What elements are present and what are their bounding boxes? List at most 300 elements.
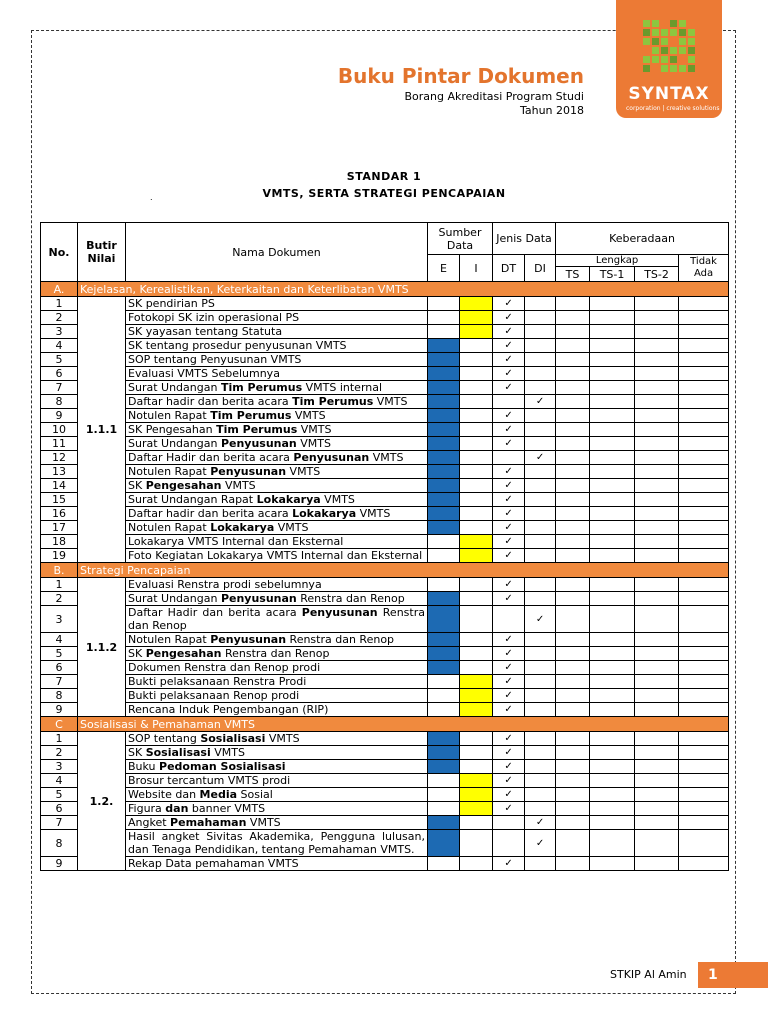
exists-ts bbox=[556, 409, 590, 423]
type-dt: ✓ bbox=[493, 465, 525, 479]
type-di bbox=[525, 857, 556, 871]
exists-ts2 bbox=[635, 647, 679, 661]
type-di bbox=[525, 339, 556, 353]
exists-ts bbox=[556, 774, 590, 788]
row-number: 2 bbox=[41, 746, 78, 760]
exists-ts bbox=[556, 633, 590, 647]
type-dt: ✓ bbox=[493, 325, 525, 339]
table-row bbox=[41, 788, 729, 802]
exists-ts1 bbox=[590, 339, 635, 353]
exists-ts1 bbox=[590, 507, 635, 521]
table-row bbox=[41, 703, 729, 717]
source-i bbox=[460, 788, 493, 802]
type-dt: ✓ bbox=[493, 578, 525, 592]
type-di bbox=[525, 760, 556, 774]
source-e bbox=[428, 689, 460, 703]
section-header bbox=[41, 717, 729, 732]
source-i bbox=[460, 816, 493, 830]
type-di bbox=[525, 578, 556, 592]
type-di bbox=[525, 633, 556, 647]
exists-ts2 bbox=[635, 802, 679, 816]
exists-ts2 bbox=[635, 578, 679, 592]
type-dt: ✓ bbox=[493, 437, 525, 451]
source-i bbox=[460, 521, 493, 535]
not-exists bbox=[679, 493, 729, 507]
table-row bbox=[41, 535, 729, 549]
source-e bbox=[428, 788, 460, 802]
exists-ts1 bbox=[590, 353, 635, 367]
exists-ts bbox=[556, 507, 590, 521]
not-exists bbox=[679, 479, 729, 493]
type-dt: ✓ bbox=[493, 507, 525, 521]
source-i bbox=[460, 633, 493, 647]
row-number: 7 bbox=[41, 816, 78, 830]
exists-ts1 bbox=[590, 381, 635, 395]
document-name: Fotokopi SK izin operasional PS bbox=[126, 311, 428, 325]
exists-ts1 bbox=[590, 493, 635, 507]
exists-ts1 bbox=[590, 297, 635, 311]
row-number: 17 bbox=[41, 521, 78, 535]
table-row bbox=[41, 578, 729, 592]
source-e bbox=[428, 493, 460, 507]
type-dt: ✓ bbox=[493, 521, 525, 535]
not-exists bbox=[679, 423, 729, 437]
type-di bbox=[525, 479, 556, 493]
source-i bbox=[460, 774, 493, 788]
document-name: Daftar hadir dan berita acara Tim Perumus VMTS bbox=[126, 395, 428, 409]
table-row bbox=[41, 633, 729, 647]
exists-ts2 bbox=[635, 493, 679, 507]
source-i bbox=[460, 592, 493, 606]
table-row bbox=[41, 311, 729, 325]
row-number: 7 bbox=[41, 675, 78, 689]
butir-nilai: 1.1.1 bbox=[78, 297, 126, 563]
source-i bbox=[460, 465, 493, 479]
table-row bbox=[41, 339, 729, 353]
not-exists bbox=[679, 830, 729, 857]
source-i bbox=[460, 367, 493, 381]
source-i bbox=[460, 451, 493, 465]
stray-dot: . bbox=[150, 193, 153, 202]
exists-ts1 bbox=[590, 325, 635, 339]
exists-ts1 bbox=[590, 578, 635, 592]
exists-ts bbox=[556, 703, 590, 717]
section-title: Kejelasan, Kerealistikan, Keterkaitan dan Keterlibatan VMTS bbox=[78, 282, 729, 297]
exists-ts1 bbox=[590, 647, 635, 661]
row-number: 9 bbox=[41, 857, 78, 871]
table-row bbox=[41, 760, 729, 774]
section-title: Strategi Pencapaian bbox=[78, 563, 729, 578]
exists-ts2 bbox=[635, 675, 679, 689]
exists-ts1 bbox=[590, 689, 635, 703]
source-e bbox=[428, 661, 460, 675]
table-row bbox=[41, 465, 729, 479]
document-year: Tahun 2018 bbox=[519, 104, 584, 117]
type-dt: ✓ bbox=[493, 479, 525, 493]
type-di bbox=[525, 311, 556, 325]
exists-ts bbox=[556, 451, 590, 465]
not-exists bbox=[679, 857, 729, 871]
col-sumber-data: Sumber Data bbox=[428, 223, 493, 255]
document-subtitle: Borang Akreditasi Program Studi bbox=[404, 90, 584, 103]
table-row bbox=[41, 774, 729, 788]
exists-ts2 bbox=[635, 437, 679, 451]
row-number: 16 bbox=[41, 507, 78, 521]
exists-ts1 bbox=[590, 437, 635, 451]
exists-ts1 bbox=[590, 423, 635, 437]
not-exists bbox=[679, 675, 729, 689]
source-i bbox=[460, 802, 493, 816]
exists-ts1 bbox=[590, 746, 635, 760]
source-e bbox=[428, 325, 460, 339]
exists-ts1 bbox=[590, 788, 635, 802]
source-e bbox=[428, 606, 460, 633]
table-row bbox=[41, 606, 729, 633]
col-ts1: TS-1 bbox=[590, 267, 635, 282]
exists-ts1 bbox=[590, 606, 635, 633]
source-i bbox=[460, 647, 493, 661]
document-name: Daftar Hadir dan berita acara Penyusunan VMTS bbox=[126, 451, 428, 465]
exists-ts2 bbox=[635, 549, 679, 563]
row-number: 4 bbox=[41, 633, 78, 647]
type-dt: ✓ bbox=[493, 592, 525, 606]
row-number: 4 bbox=[41, 774, 78, 788]
exists-ts2 bbox=[635, 689, 679, 703]
type-dt: ✓ bbox=[493, 311, 525, 325]
not-exists bbox=[679, 703, 729, 717]
table-row bbox=[41, 661, 729, 675]
type-di bbox=[525, 788, 556, 802]
not-exists bbox=[679, 381, 729, 395]
source-e bbox=[428, 353, 460, 367]
col-di: DI bbox=[525, 255, 556, 282]
row-number: 11 bbox=[41, 437, 78, 451]
section-label: A. bbox=[41, 282, 78, 297]
table-row bbox=[41, 409, 729, 423]
exists-ts1 bbox=[590, 451, 635, 465]
row-number: 1 bbox=[41, 297, 78, 311]
source-e bbox=[428, 578, 460, 592]
col-keberadaan: Keberadaan bbox=[556, 223, 729, 255]
not-exists bbox=[679, 788, 729, 802]
row-number: 2 bbox=[41, 592, 78, 606]
type-di bbox=[525, 367, 556, 381]
butir-nilai: 1.1.2 bbox=[78, 578, 126, 717]
exists-ts1 bbox=[590, 465, 635, 479]
exists-ts1 bbox=[590, 395, 635, 409]
type-di: ✓ bbox=[525, 606, 556, 633]
type-di: ✓ bbox=[525, 830, 556, 857]
exists-ts bbox=[556, 521, 590, 535]
type-dt: ✓ bbox=[493, 760, 525, 774]
exists-ts1 bbox=[590, 592, 635, 606]
source-e bbox=[428, 381, 460, 395]
not-exists bbox=[679, 535, 729, 549]
document-name: Surat Undangan Rapat Lokakarya VMTS bbox=[126, 493, 428, 507]
source-e bbox=[428, 409, 460, 423]
row-number: 5 bbox=[41, 788, 78, 802]
not-exists bbox=[679, 437, 729, 451]
document-name: Notulen Rapat Tim Perumus VMTS bbox=[126, 409, 428, 423]
source-e bbox=[428, 437, 460, 451]
source-i bbox=[460, 353, 493, 367]
exists-ts2 bbox=[635, 339, 679, 353]
exists-ts1 bbox=[590, 409, 635, 423]
document-name: Figura dan banner VMTS bbox=[126, 802, 428, 816]
table-row bbox=[41, 479, 729, 493]
exists-ts1 bbox=[590, 521, 635, 535]
type-di: ✓ bbox=[525, 451, 556, 465]
source-e bbox=[428, 732, 460, 746]
type-di bbox=[525, 465, 556, 479]
type-dt: ✓ bbox=[493, 802, 525, 816]
exists-ts bbox=[556, 578, 590, 592]
type-dt bbox=[493, 451, 525, 465]
type-di bbox=[525, 353, 556, 367]
type-di bbox=[525, 661, 556, 675]
source-i bbox=[460, 381, 493, 395]
exists-ts2 bbox=[635, 816, 679, 830]
table-row bbox=[41, 507, 729, 521]
source-e bbox=[428, 451, 460, 465]
exists-ts1 bbox=[590, 732, 635, 746]
table-row bbox=[41, 437, 729, 451]
exists-ts2 bbox=[635, 732, 679, 746]
document-name: Evaluasi Renstra prodi sebelumnya bbox=[126, 578, 428, 592]
page-number: 1 bbox=[698, 962, 768, 988]
document-name: Daftar hadir dan berita acara Lokakarya VMTS bbox=[126, 507, 428, 521]
exists-ts2 bbox=[635, 367, 679, 381]
type-di bbox=[525, 325, 556, 339]
table-row bbox=[41, 381, 729, 395]
source-i bbox=[460, 423, 493, 437]
source-e bbox=[428, 311, 460, 325]
exists-ts1 bbox=[590, 802, 635, 816]
type-dt bbox=[493, 395, 525, 409]
source-e bbox=[428, 549, 460, 563]
exists-ts1 bbox=[590, 675, 635, 689]
source-e bbox=[428, 774, 460, 788]
exists-ts bbox=[556, 592, 590, 606]
source-i bbox=[460, 606, 493, 633]
source-i bbox=[460, 689, 493, 703]
type-di bbox=[525, 689, 556, 703]
table-row bbox=[41, 521, 729, 535]
row-number: 15 bbox=[41, 493, 78, 507]
footer-institution: STKIP Al Amin bbox=[610, 968, 687, 981]
source-e bbox=[428, 339, 460, 353]
type-di bbox=[525, 746, 556, 760]
exists-ts bbox=[556, 675, 590, 689]
document-name: Foto Kegiatan Lokakarya VMTS Internal dan Eksternal bbox=[126, 549, 428, 563]
source-i bbox=[460, 830, 493, 857]
col-jenis-data: Jenis Data bbox=[493, 223, 556, 255]
source-e bbox=[428, 857, 460, 871]
table-row bbox=[41, 689, 729, 703]
section-header bbox=[41, 563, 729, 578]
row-number: 3 bbox=[41, 325, 78, 339]
row-number: 9 bbox=[41, 409, 78, 423]
exists-ts1 bbox=[590, 816, 635, 830]
source-i bbox=[460, 760, 493, 774]
type-dt: ✓ bbox=[493, 774, 525, 788]
exists-ts bbox=[556, 465, 590, 479]
not-exists bbox=[679, 633, 729, 647]
source-i bbox=[460, 437, 493, 451]
type-di bbox=[525, 703, 556, 717]
document-name: Rekap Data pemahaman VMTS bbox=[126, 857, 428, 871]
type-dt: ✓ bbox=[493, 732, 525, 746]
type-dt: ✓ bbox=[493, 353, 525, 367]
row-number: 12 bbox=[41, 451, 78, 465]
type-dt: ✓ bbox=[493, 339, 525, 353]
type-dt: ✓ bbox=[493, 788, 525, 802]
not-exists bbox=[679, 760, 729, 774]
type-dt: ✓ bbox=[493, 409, 525, 423]
type-di: ✓ bbox=[525, 395, 556, 409]
not-exists bbox=[679, 395, 729, 409]
type-dt: ✓ bbox=[493, 689, 525, 703]
source-i bbox=[460, 297, 493, 311]
source-e bbox=[428, 479, 460, 493]
type-dt bbox=[493, 816, 525, 830]
table-row bbox=[41, 367, 729, 381]
not-exists bbox=[679, 409, 729, 423]
table-row bbox=[41, 423, 729, 437]
type-dt: ✓ bbox=[493, 746, 525, 760]
row-number: 8 bbox=[41, 689, 78, 703]
type-dt: ✓ bbox=[493, 493, 525, 507]
row-number: 8 bbox=[41, 830, 78, 857]
source-i bbox=[460, 675, 493, 689]
document-name: SOP tentang Penyusunan VMTS bbox=[126, 353, 428, 367]
type-di bbox=[525, 297, 556, 311]
type-dt: ✓ bbox=[493, 297, 525, 311]
row-number: 6 bbox=[41, 661, 78, 675]
exists-ts1 bbox=[590, 311, 635, 325]
document-name: Website dan Media Sosial bbox=[126, 788, 428, 802]
type-dt bbox=[493, 830, 525, 857]
document-name: Lokakarya VMTS Internal dan Eksternal bbox=[126, 535, 428, 549]
document-name: Notulen Rapat Lokakarya VMTS bbox=[126, 521, 428, 535]
document-name: Notulen Rapat Penyusunan Renstra dan Renop bbox=[126, 633, 428, 647]
exists-ts bbox=[556, 325, 590, 339]
exists-ts2 bbox=[635, 746, 679, 760]
exists-ts2 bbox=[635, 521, 679, 535]
logo-mosaic-icon bbox=[643, 20, 695, 72]
document-name: Bukti pelaksanaan Renop prodi bbox=[126, 689, 428, 703]
col-tidak-ada: Tidak Ada bbox=[679, 255, 729, 282]
document-name: Bukti pelaksanaan Renstra Prodi bbox=[126, 675, 428, 689]
type-di: ✓ bbox=[525, 816, 556, 830]
exists-ts bbox=[556, 549, 590, 563]
row-number: 9 bbox=[41, 703, 78, 717]
not-exists bbox=[679, 549, 729, 563]
exists-ts bbox=[556, 732, 590, 746]
exists-ts bbox=[556, 297, 590, 311]
not-exists bbox=[679, 451, 729, 465]
section-header bbox=[41, 282, 729, 297]
table-row bbox=[41, 675, 729, 689]
document-name: Surat Undangan Penyusunan VMTS bbox=[126, 437, 428, 451]
not-exists bbox=[679, 647, 729, 661]
source-i bbox=[460, 857, 493, 871]
source-i bbox=[460, 746, 493, 760]
col-nama-dokumen: Nama Dokumen bbox=[126, 223, 428, 282]
type-di bbox=[525, 675, 556, 689]
type-di bbox=[525, 507, 556, 521]
source-e bbox=[428, 802, 460, 816]
exists-ts bbox=[556, 311, 590, 325]
brand-tagline: corporation | creative solutions bbox=[626, 105, 720, 112]
col-dt: DT bbox=[493, 255, 525, 282]
type-di bbox=[525, 535, 556, 549]
row-number: 8 bbox=[41, 395, 78, 409]
exists-ts2 bbox=[635, 606, 679, 633]
source-e bbox=[428, 830, 460, 857]
table-row bbox=[41, 830, 729, 857]
source-e bbox=[428, 592, 460, 606]
source-i bbox=[460, 339, 493, 353]
not-exists bbox=[679, 661, 729, 675]
document-name: Surat Undangan Tim Perumus VMTS internal bbox=[126, 381, 428, 395]
document-name: SK Sosialisasi VMTS bbox=[126, 746, 428, 760]
exists-ts1 bbox=[590, 857, 635, 871]
type-di bbox=[525, 493, 556, 507]
not-exists bbox=[679, 507, 729, 521]
source-i bbox=[460, 493, 493, 507]
col-lengkap: Lengkap bbox=[556, 255, 679, 267]
exists-ts2 bbox=[635, 661, 679, 675]
source-e bbox=[428, 675, 460, 689]
table-row bbox=[41, 493, 729, 507]
col-ts: TS bbox=[556, 267, 590, 282]
type-di bbox=[525, 549, 556, 563]
exists-ts bbox=[556, 395, 590, 409]
not-exists bbox=[679, 689, 729, 703]
exists-ts bbox=[556, 423, 590, 437]
not-exists bbox=[679, 746, 729, 760]
exists-ts bbox=[556, 437, 590, 451]
exists-ts2 bbox=[635, 633, 679, 647]
row-number: 5 bbox=[41, 647, 78, 661]
not-exists bbox=[679, 732, 729, 746]
type-di bbox=[525, 521, 556, 535]
source-i bbox=[460, 661, 493, 675]
exists-ts1 bbox=[590, 661, 635, 675]
type-dt: ✓ bbox=[493, 675, 525, 689]
document-name: Brosur tercantum VMTS prodi bbox=[126, 774, 428, 788]
row-number: 18 bbox=[41, 535, 78, 549]
exists-ts bbox=[556, 830, 590, 857]
source-e bbox=[428, 760, 460, 774]
table-row bbox=[41, 592, 729, 606]
exists-ts bbox=[556, 479, 590, 493]
type-dt: ✓ bbox=[493, 703, 525, 717]
table-row bbox=[41, 297, 729, 311]
document-name: Dokumen Renstra dan Renop prodi bbox=[126, 661, 428, 675]
row-number: 6 bbox=[41, 802, 78, 816]
table-row bbox=[41, 802, 729, 816]
table-row bbox=[41, 549, 729, 563]
not-exists bbox=[679, 325, 729, 339]
butir-nilai: 1.2. bbox=[78, 732, 126, 871]
exists-ts bbox=[556, 353, 590, 367]
source-i bbox=[460, 325, 493, 339]
exists-ts1 bbox=[590, 830, 635, 857]
type-dt: ✓ bbox=[493, 381, 525, 395]
type-di bbox=[525, 732, 556, 746]
